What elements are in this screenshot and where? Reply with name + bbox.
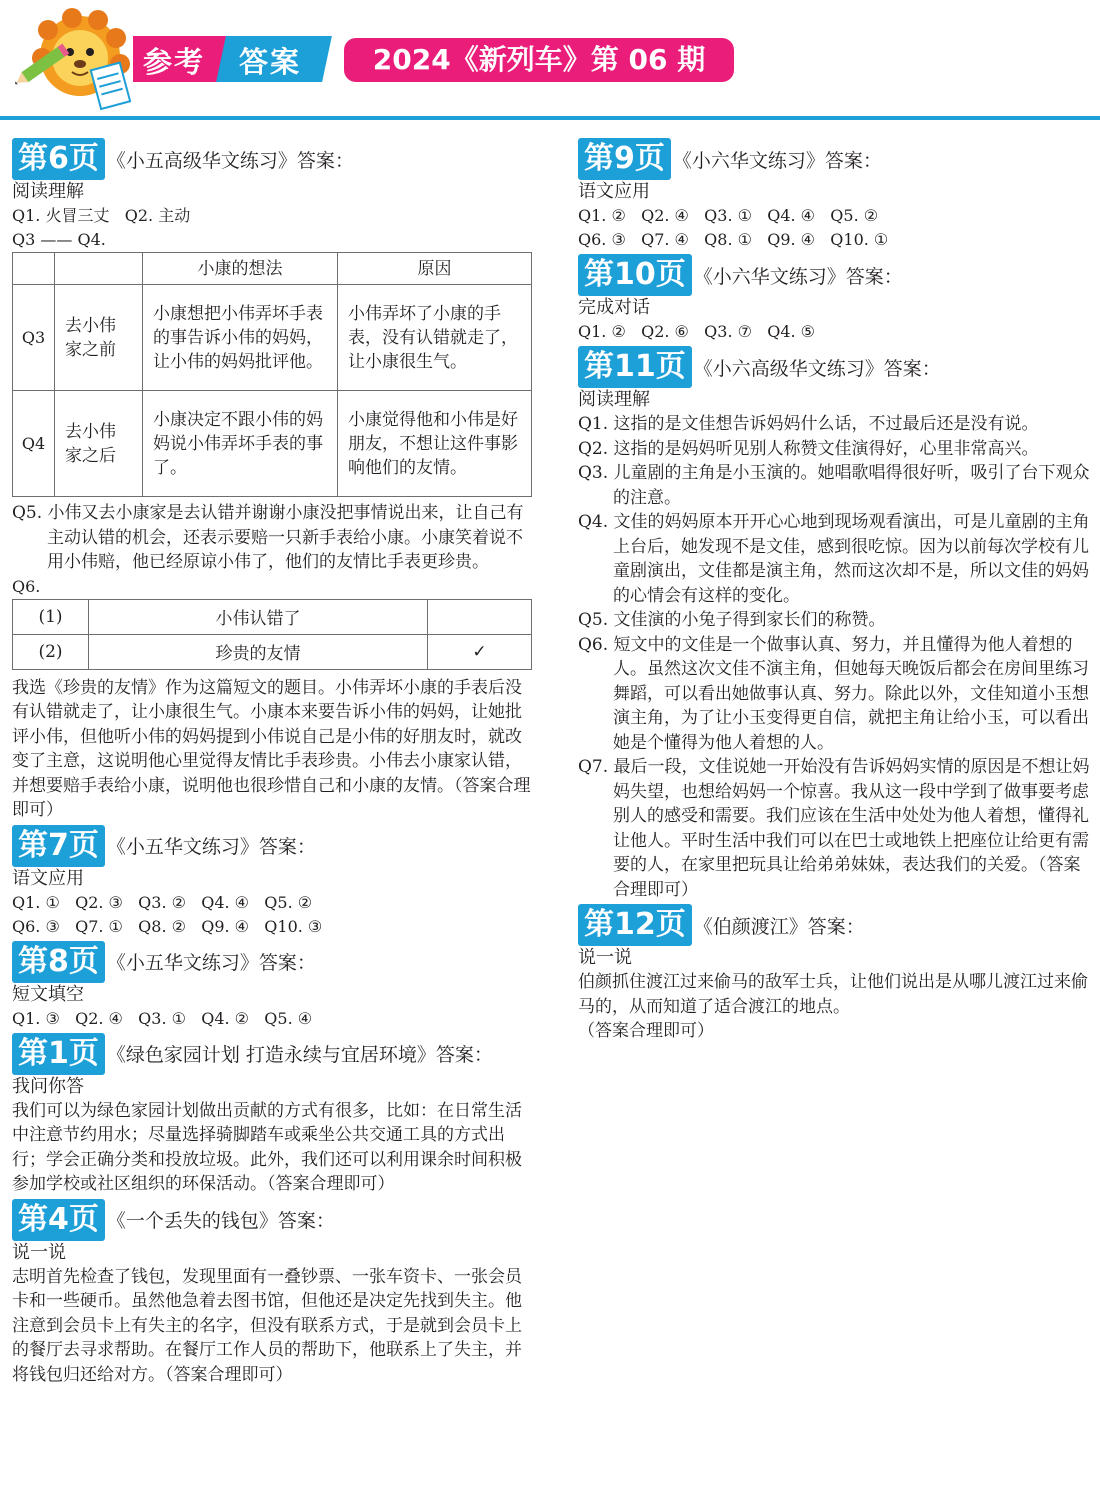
reference-answer-label [133, 36, 327, 82]
table-row [13, 391, 532, 497]
section-page-6 [12, 138, 534, 823]
issue-title: 2024《新列车》第 06 期 [344, 38, 734, 82]
page-badge: 第7页 [12, 825, 105, 867]
checkmark: ✓ [428, 634, 532, 669]
page-badge: 第12页 [578, 904, 692, 946]
table-header: 小康的想法 [143, 253, 338, 285]
section-page-1 [12, 1033, 534, 1197]
page-badge: 第10页 [578, 254, 692, 296]
section-page-8 [12, 941, 534, 1031]
page-badge: 第4页 [12, 1199, 105, 1241]
page-badge: 第11页 [578, 346, 692, 388]
page-badge: 第8页 [12, 941, 105, 983]
section-page-7 [12, 825, 534, 939]
table-cell [428, 599, 532, 634]
table-cell: 去小伟家之后 [55, 391, 143, 497]
answer-item: Q2. 这指的是妈妈听见别人称赞文佳演得好，心里非常高兴。 [578, 438, 1039, 459]
left-column [12, 136, 534, 1387]
section-title: 《小六高级华文练习》答案： [693, 357, 941, 380]
answer-item: Q3. 儿童剧的主角是小玉演的。她唱歌唱得很好听，吸引了台下观众的注意。 [578, 463, 1090, 508]
answer-item: Q4. 文佳的妈妈原本开开心心地到现场观看演出，可是儿童剧的主角上台后，她发现不是文佳，感到很吃惊。因为以前每次学校有儿童剧演出，文佳都是演主角，然而这次却不是，所以文佳的妈妈的心情会有这样的变化。 [578, 512, 1090, 606]
right-column [578, 136, 1094, 1044]
answer-line: Q1. 火冒三丈 Q2. 主动 [12, 206, 191, 225]
answer-line: Q1. ② Q2. ④ Q3. ① Q4. ④ Q5. ② [578, 206, 879, 225]
page-badge: 第6页 [12, 138, 105, 180]
table-header [13, 253, 55, 285]
table-cell: Q4 [13, 391, 55, 497]
section-subtitle: 语文应用 [578, 181, 650, 202]
section-subtitle: 短文填空 [12, 983, 84, 1005]
table-cell: 珍贵的友情 [89, 634, 428, 669]
q6-table [12, 599, 532, 670]
label-part1: 参考 [143, 45, 206, 79]
section-page-9 [578, 138, 1094, 252]
section-title: 《一个丢失的钱包》答案： [106, 1210, 335, 1232]
answer-item: Q5. 文佳演的小兔子得到家长们的称赞。 [578, 610, 886, 630]
section-page-4 [12, 1199, 534, 1388]
section-subtitle: 说一说 [578, 947, 632, 968]
label-part2: 答案 [239, 45, 302, 79]
table-cell: 小康决定不跟小伟的妈妈说小伟弄坏手表的事了。 [143, 391, 338, 497]
section-title: 《伯颜渡江》答案： [693, 915, 865, 938]
answer-line: Q3 —— Q4. [12, 230, 106, 249]
table-row [13, 285, 532, 391]
section-title: 《小六华文练习》答案： [693, 265, 903, 288]
answer-item: Q6. 短文中的文佳是一个做事认真、努力，并且懂得为他人着想的人。虽然这次文佳不演主角，但她每天晚饭后都会在房间里练习舞蹈，可以看出她做事认真、努力。除此以外，文佳知道小玉想演主角，为了让小玉变得更自信，就把主角让给小玉，可以看出她是个懂得为他人着想的人。 [578, 634, 1089, 753]
answer-note: （答案合理即可） [578, 1021, 714, 1041]
section-page-12 [578, 904, 1094, 1044]
section-subtitle: 阅读理解 [12, 181, 84, 202]
section-subtitle: 阅读理解 [578, 389, 650, 410]
section-subtitle: 我问你答 [12, 1075, 84, 1097]
page-header [0, 0, 1100, 122]
table-header-row [13, 253, 532, 285]
table-row [13, 634, 532, 669]
section-title: 《小五华文练习》答案： [106, 952, 316, 974]
section-title: 《小五华文练习》答案： [106, 836, 316, 858]
lion-mascot-icon [10, 8, 140, 112]
answer-line: Q1. ③ Q2. ④ Q3. ① Q4. ② Q5. ④ [12, 1008, 313, 1028]
table-cell: 小伟认错了 [89, 599, 428, 634]
table-row [13, 599, 532, 634]
answer-line: Q6. ③ Q7. ④ Q8. ① Q9. ④ Q10. ① [578, 230, 889, 249]
section-page-10 [578, 254, 1094, 344]
table-cell: 小康觉得他和小伟是好朋友，不想让这件事影响他们的友情。 [338, 391, 532, 497]
section-subtitle: 说一说 [12, 1241, 66, 1263]
answer-paragraph: 志明首先检查了钱包，发现里面有一叠钞票、一张车资卡、一张会员卡和一些硬币。虽然他急着去图书馆，但他还是决定先找到失主。他注意到会员卡上有失主的名字，但没有联系方式，于是就到会员卡上的餐厅去寻求帮助。在餐厅工作人员的帮助下，他联系上了失主，并将钱包归还给对方。（答案合理即可） [12, 1266, 522, 1385]
table-cell: 去小伟家之前 [55, 285, 143, 391]
answer-line: Q1. ① Q2. ③ Q3. ② Q4. ④ Q5. ② [12, 892, 313, 912]
answer-item: Q7. 最后一段，文佳说她一开始没有告诉妈妈实情的原因是不想让妈妈失望，也想给妈妈一个惊喜。我从这一段中学到了做事要考虑别人的感受和需要。我们应该在生活中处处为他人着想，懂得礼让他人。平时生活中我们可以在巴士或地铁上把座位让给更有需要的人，在家里把玩具让给弟弟妹妹，表达我们的关爱。（答案合理即可） [578, 757, 1090, 900]
section-title: 《小六华文练习》答案： [672, 149, 882, 172]
table-cell: 小康想把小伟弄坏手表的事告诉小伟的妈妈，让小伟的妈妈批评他。 [143, 285, 338, 391]
answer-table [12, 252, 532, 497]
section-title: 《小五高级华文练习》答案： [106, 149, 354, 172]
table-header [55, 253, 143, 285]
table-cell: (1) [13, 599, 89, 634]
table-cell: 小伟弄坏了小康的手表，没有认错就走了，让小康很生气。 [338, 285, 532, 391]
answer-item: Q1. 这指的是文佳想告诉妈妈什么话，不过最后还是没有说。 [578, 414, 1039, 434]
page-badge: 第1页 [12, 1033, 105, 1075]
answer-paragraph: 伯颜抓住渡江过来偷马的敌军士兵，让他们说出是从哪儿渡江过来偷马的，从而知道了适合渡江的地点。 [578, 972, 1088, 1017]
section-subtitle: 语文应用 [12, 867, 84, 889]
answer-paragraph: 我们可以为绿色家园计划做出贡献的方式有很多，比如：在日常生活中注意节约用水；尽量选择骑脚踏车或乘坐公共交通工具的方式出行；学会正确分类和投放垃圾。此外，我们还可以利用课余时间积极参加学校或社区组织的环保活动。（答案合理即可） [12, 1100, 522, 1194]
answer-item: Q5. 小伟又去小康家是去认错并谢谢小康没把事情说出来，让自己有主动认错的机会，还表示要赔一只新手表给小康。小康笑着说不用小伟赔，他已经原谅小伟了，他们的友情比手表更珍贵。 [12, 503, 524, 572]
section-page-11 [578, 346, 1094, 902]
answer-line: Q6. [12, 576, 41, 596]
answer-paragraph: 我选《珍贵的友情》作为这篇短文的题目。小伟弄坏小康的手表后没有认错就走了，让小康很生气。小康本来要告诉小伟的妈妈，让她批评小伟，但他听小伟的妈妈提到小伟说自己是小伟的好朋友时，就改变了主意，这说明他心里觉得友情比手表珍贵。小伟去小康家认错，并想要赔手表给小康，说明他也很珍惜自己和小康的友情。（答案合理即可） [12, 677, 531, 820]
table-cell: Q3 [13, 285, 55, 391]
answer-line: Q6. ③ Q7. ① Q8. ② Q9. ④ Q10. ③ [12, 916, 323, 936]
header-divider [0, 116, 1100, 120]
page-badge: 第9页 [578, 138, 671, 180]
section-subtitle: 完成对话 [578, 297, 650, 318]
answer-line: Q1. ② Q2. ⑥ Q3. ⑦ Q4. ⑤ [578, 322, 816, 341]
section-title: 《绿色家园计划 打造永续与宜居环境》答案： [106, 1044, 493, 1066]
table-header: 原因 [338, 253, 532, 285]
table-cell: (2) [13, 634, 89, 669]
